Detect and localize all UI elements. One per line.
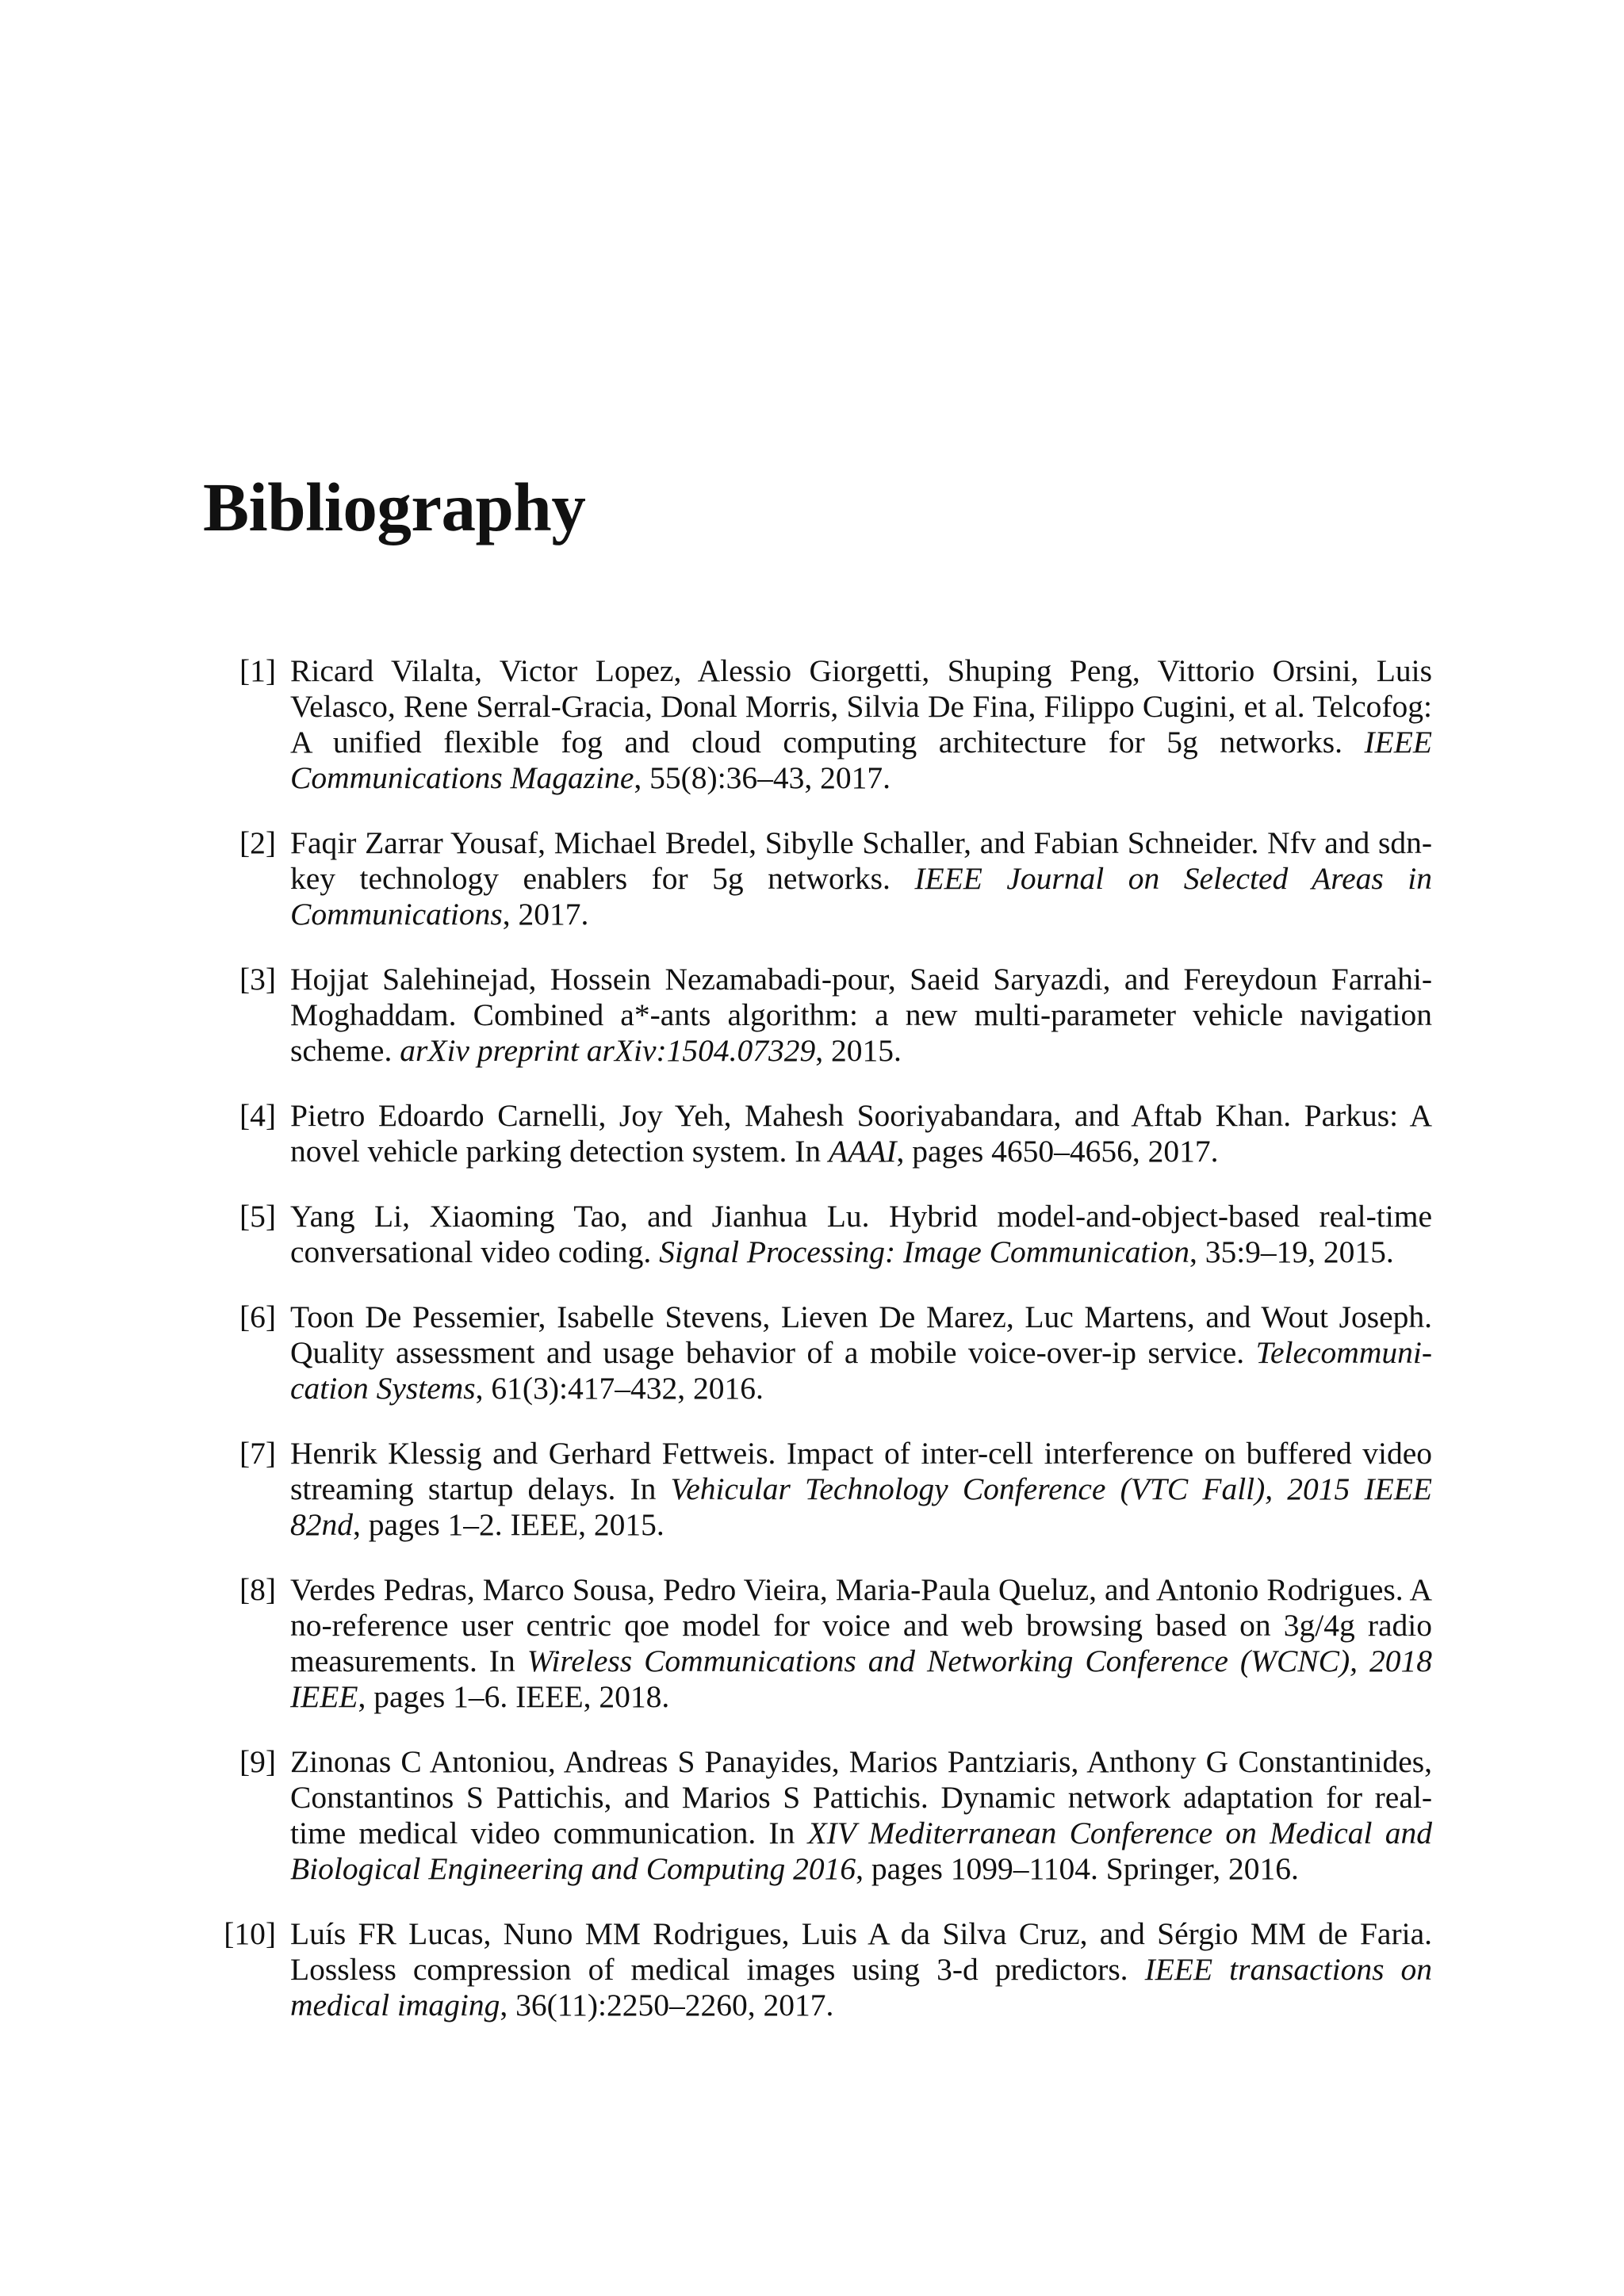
bib-entry-details: , 61(3):417–432, 2016. (475, 1371, 764, 1406)
bib-entry-text (290, 1436, 1432, 1542)
bib-entry-number: [6] (239, 1299, 276, 1334)
bib-entry-number: [9] (239, 1744, 276, 1779)
bib-entry-number: [10] (224, 1916, 276, 1951)
bib-entry-authors-title: Pietro Edoardo Carnelli, Joy Yeh, Mahesh Sooriyabandara, and Aftab Khan. Parkus: A novel vehicle parking detection system. In (290, 1098, 1432, 1169)
bib-entry (203, 1436, 1432, 1543)
bib-entry-text (290, 1572, 1432, 1714)
bib-entry-authors-title: Zinonas C Antoniou, Andreas S Panayides, Marios Pantziaris, Anthony G Constantinides, Constantinos S Pattichis, and Marios S Pattichis. Dynamic network adaptation for real-time medical video communication. In (290, 1744, 1432, 1850)
bib-entry-details: , 36(11):2250–2260, 2017. (500, 1988, 834, 2022)
bib-entry-authors-title: Toon De Pessemier, Isabelle Stevens, Lieven De Marez, Luc Martens, and Wout Joseph. Quality assessment and usage behavior of a mobile voice-over-ip service. (290, 1299, 1432, 1370)
bib-entry-venue: IEEE transactions on medical imaging (290, 1952, 1432, 2022)
bib-entry-number: [7] (239, 1436, 276, 1471)
bib-entry-number: [1] (239, 653, 276, 688)
bib-entry (203, 825, 1432, 932)
bib-entry-details: , 35:9–19, 2015. (1189, 1234, 1394, 1269)
bib-entry-number: [5] (239, 1199, 276, 1234)
bib-entry-venue: arXiv preprint arXiv:1504.07329 (400, 1033, 816, 1068)
bib-entry-details: , pages 1–2. IEEE, 2015. (353, 1507, 665, 1542)
bib-entry-text (290, 825, 1432, 932)
bib-entry (203, 1572, 1432, 1715)
bib-entry-details: , pages 4650–4656, 2017. (896, 1134, 1219, 1169)
bib-entry-number: [4] (239, 1098, 276, 1133)
bib-entry-authors-title: Faqir Zarrar Yousaf, Michael Bredel, Sibylle Schaller, and Fabian Schneider. Nfv and sdn-key technology enablers for 5g networks. (290, 825, 1432, 896)
bib-entry-authors-title: Ricard Vilalta, Victor Lopez, Alessio Giorgetti, Shuping Peng, Vittorio Orsini, Luis Velasco, Rene Serral-Gracia, Donal Morris, Silvia De Fina, Filippo Cugini, et al. Telcofog: A unified flexible fog and cloud computing architecture for 5g networks. (290, 653, 1432, 760)
bib-entry (203, 653, 1432, 796)
bib-entry (203, 1916, 1432, 2023)
bib-entry-venue: IEEE Communications Magazine (290, 725, 1432, 795)
bib-entry-details: , 2017. (502, 897, 589, 932)
bib-entry-venue: Vehicular Technology Conference (VTC Fall), 2015 IEEE 82nd (290, 1471, 1432, 1542)
bib-entry-text (290, 1744, 1432, 1886)
bib-entry-details: , pages 1099–1104. Springer, 2016. (856, 1851, 1299, 1886)
bib-entry-venue: Signal Processing: Image Communication (659, 1234, 1189, 1269)
bib-entry-venue: XIV Mediterranean Conference on Medical and Biological Engineering and Computing 2016 (290, 1816, 1432, 1886)
bib-entry-details: , pages 1–6. IEEE, 2018. (358, 1679, 670, 1714)
page-title: Bibliography (203, 469, 586, 545)
bib-entry-venue: AAAI (828, 1134, 897, 1169)
bib-entry-authors-title: Henrik Klessig and Gerhard Fettweis. Impact of inter-cell interference on buffered video streaming startup delays. In (290, 1436, 1432, 1506)
bib-entry (203, 962, 1432, 1069)
bib-entry-venue: Telecommunication Systems (290, 1335, 1432, 1406)
bib-entry-number: [2] (239, 825, 276, 860)
bib-entry-text (290, 962, 1432, 1068)
bib-entry-authors-title: Verdes Pedras, Marco Sousa, Pedro Vieira, Maria-Paula Queluz, and Antonio Rodrigues. A no-reference user centric qoe model for voice and web browsing based on 3g/4g radio measurements. In (290, 1572, 1432, 1678)
bib-entry-authors-title: Hojjat Salehinejad, Hossein Nezamabadi-pour, Saeid Saryazdi, and Fereydoun Farrahi-Moghaddam. Combined a*-ants algorithm: a new multi-parameter vehicle navigation scheme. (290, 962, 1432, 1068)
bib-entry-venue: Wireless Communications and Networking Conference (WCNC), 2018 IEEE (290, 1644, 1433, 1714)
bib-entry-details: , 55(8):36–43, 2017. (634, 760, 891, 795)
bib-entry-text (290, 1299, 1432, 1406)
bib-entry (203, 1098, 1432, 1169)
bib-entry (203, 1744, 1432, 1887)
bib-entry-text (290, 1916, 1432, 2022)
bib-entry (203, 1199, 1432, 1270)
bib-entry-number: [3] (239, 962, 276, 997)
bib-entry-details: , 2015. (815, 1033, 902, 1068)
bib-entry-venue: IEEE Journal on Selected Areas in Communications (290, 861, 1432, 932)
bib-entry-text (290, 653, 1432, 795)
bibliography-list (203, 653, 1432, 2053)
bib-entry-number: [8] (239, 1572, 276, 1607)
bib-entry-text (290, 1098, 1432, 1169)
bib-entry (203, 1299, 1432, 1406)
bib-entry-authors-title: Luís FR Lucas, Nuno MM Rodrigues, Luis A da Silva Cruz, and Sérgio MM de Faria. Lossless compression of medical images using 3-d predictors. (290, 1916, 1432, 1987)
bib-entry-text (290, 1199, 1432, 1269)
bib-entry-authors-title: Yang Li, Xiaoming Tao, and Jianhua Lu. Hybrid model-and-object-based real-time conversational video coding. (290, 1199, 1432, 1269)
